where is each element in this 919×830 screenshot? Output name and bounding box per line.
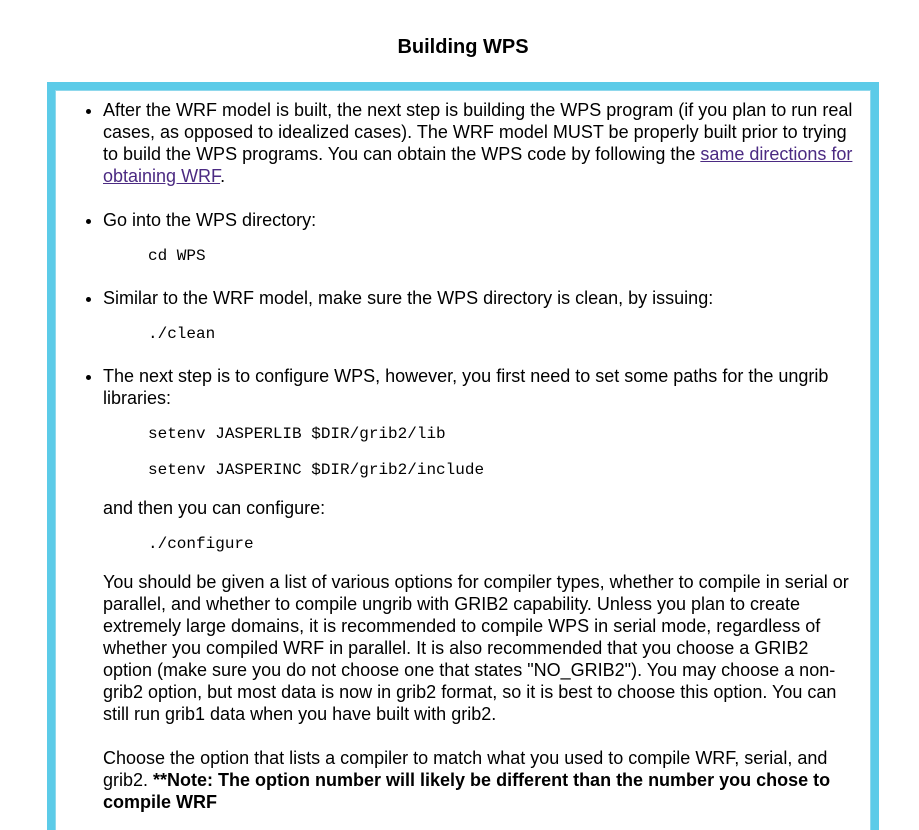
step-configure-choose-text bbox=[103, 747, 858, 813]
option-number-note: **Note: The option number will likely be different than the number you chose to compile WRF bbox=[103, 770, 831, 812]
step-clean-text: • Similar to the WRF model, make sure the WPS directory is clean, by issuing: bbox=[103, 288, 714, 308]
step-configure-text: • The next step is to configure WPS, however, you first need to set some paths for the ungrib libraries: bbox=[103, 366, 829, 408]
step-configure-options-text: You should be given a list of various options for compiler types, whether to compile in serial or parallel, and whether to compile ungrib with GRIB2 capability. Unless you plan to create extremely large domains, it is recommended to compile WPS in serial mode, regardless of whether you compiled WRF in parallel. It is also recommended that you choose a GRIB2 option (make sure you do not choose one that states "NO_GRIB2"). You may choose a non-grib2 option, but most data is now in grib2 format, so it is best to choose this option. You can still run grib1 data when you have built with grib2. bbox=[103, 572, 849, 724]
page-title: Building WPS bbox=[397, 36, 529, 58]
code-setenv-jasperlib: setenv JASPERLIB $DIR/grib2/lib bbox=[148, 425, 446, 443]
paragraph-gap bbox=[103, 725, 858, 747]
step-go-into-wps bbox=[103, 209, 870, 265]
step-build-wps-intro: After the WRF model is built, the next step is building the WPS program (if you plan to run real cases, as opposed to idealized cases). The WRF model MUST be properly built prior to trying to build the WPS programs. You can obtain the WPS code by following the bbox=[103, 100, 853, 164]
code-clean: ./clean bbox=[148, 325, 216, 343]
content-frame bbox=[47, 82, 879, 830]
step-configure bbox=[103, 365, 870, 813]
code-configure: ./configure bbox=[148, 535, 254, 553]
step-build-wps bbox=[103, 99, 870, 187]
code-cd-wps: cd WPS bbox=[148, 247, 206, 265]
step-build-wps-text bbox=[103, 99, 858, 187]
steps-list bbox=[56, 99, 870, 813]
instructions-content bbox=[56, 99, 870, 830]
choose-option-text: Choose the option that lists a compiler to match what you used to compile WRF, serial, and grib2. bbox=[103, 748, 828, 790]
step-configure-then-text: and then you can configure: bbox=[103, 498, 326, 518]
content-panel bbox=[55, 90, 871, 830]
same-directions-link[interactable]: same directions for obtaining WRF bbox=[103, 144, 853, 186]
step-build-wps-end: . bbox=[220, 166, 226, 186]
step-go-into-wps-text: • Go into the WPS directory: bbox=[103, 210, 317, 230]
code-setenv-jasperinc: setenv JASPERINC $DIR/grib2/include bbox=[148, 461, 485, 479]
step-clean bbox=[103, 287, 870, 343]
